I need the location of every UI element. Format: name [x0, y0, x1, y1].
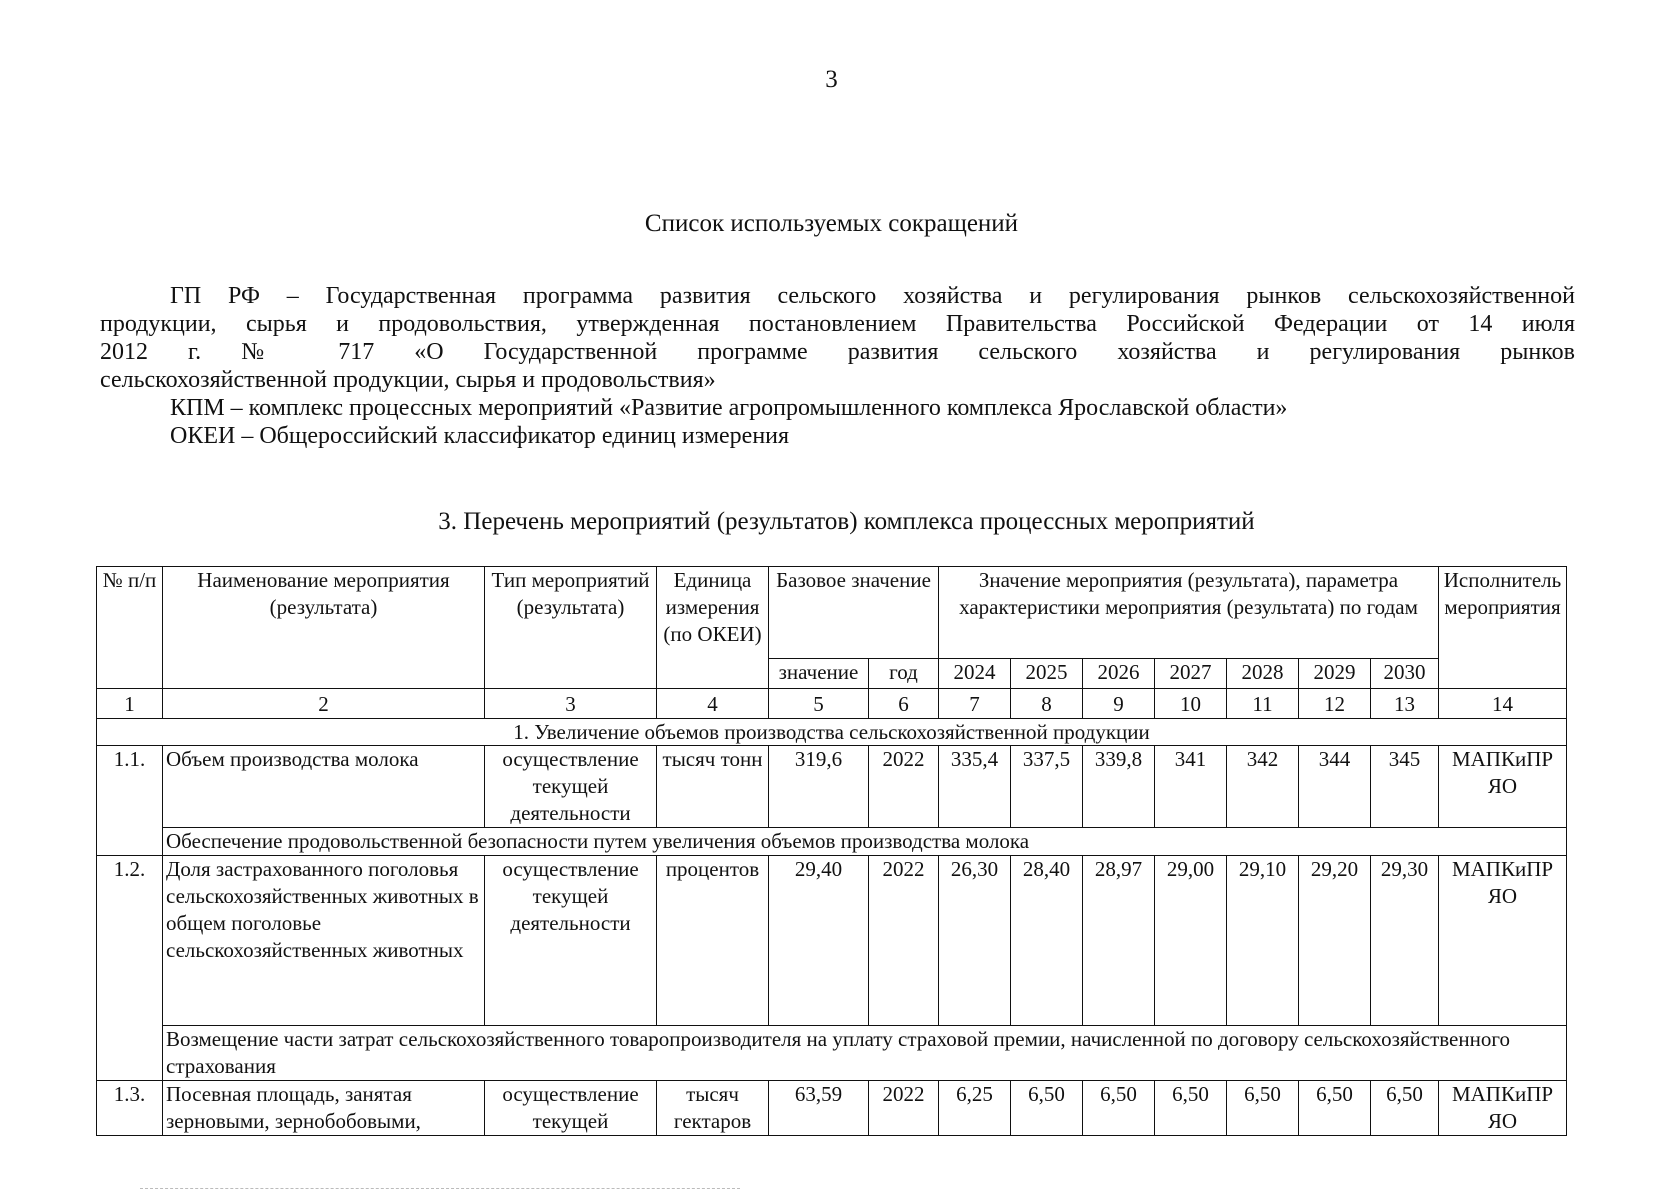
row-value: 29,30	[1371, 856, 1439, 1026]
row-value: 6,50	[1083, 1081, 1155, 1136]
header-year: 2029	[1299, 659, 1371, 689]
header-year: 2028	[1227, 659, 1299, 689]
abbreviations-list	[100, 282, 1575, 450]
row-base-value: 63,59	[769, 1081, 869, 1136]
row-value: 28,40	[1011, 856, 1083, 1026]
row-num: 1.1.	[97, 746, 163, 856]
column-number: 2	[163, 689, 485, 719]
row-value: 28,97	[1083, 856, 1155, 1026]
header-name: Наименование мероприятия (результата)	[163, 567, 485, 689]
header-unit: Единица измерения (по ОКЕИ)	[657, 567, 769, 689]
row-executor: МАПКиПР ЯО	[1439, 856, 1567, 1026]
column-numbers-row	[97, 689, 1567, 719]
header-year: 2027	[1155, 659, 1227, 689]
row-value: 29,20	[1299, 856, 1371, 1026]
abbr-gp-line3: 2012 г. № 717 «О Государственной программе развития сельского хозяйства и регулирования рынков	[100, 339, 1575, 365]
header-year: 2030	[1371, 659, 1439, 689]
row-value: 337,5	[1011, 746, 1083, 828]
abbr-kpm: КПМ – комплекс процессных мероприятий «Развитие агропромышленного комплекса Ярославской области»	[170, 395, 1288, 421]
section-1-title: 1. Увеличение объемов производства сельскохозяйственной продукции	[97, 719, 1567, 746]
abbr-okei: ОКЕИ – Общероссийский классификатор единиц измерения	[170, 423, 790, 449]
row-value: 6,50	[1371, 1081, 1439, 1136]
column-number: 12	[1299, 689, 1371, 719]
header-values-group: Значение мероприятия (результата), параметра характеристики мероприятия (результата) по годам	[939, 567, 1439, 659]
column-number: 10	[1155, 689, 1227, 719]
row-num: 1.2.	[97, 856, 163, 1081]
row-value: 29,00	[1155, 856, 1227, 1026]
row-base-value: 319,6	[769, 746, 869, 828]
row-value: 341	[1155, 746, 1227, 828]
header-base: Базовое значение	[769, 567, 939, 659]
row-base-year: 2022	[869, 856, 939, 1026]
row-name: Объем производства молока	[163, 746, 485, 828]
row-unit: тысяч тонн	[657, 746, 769, 828]
row-value: 6,25	[939, 1081, 1011, 1136]
row-base-year: 2022	[869, 1081, 939, 1136]
header-row-top	[97, 567, 1567, 659]
row-value: 335,4	[939, 746, 1011, 828]
abbreviations-title: Список используемых сокращений	[644, 210, 1019, 237]
header-base-year: год	[869, 659, 939, 689]
scan-artifact-line	[140, 1188, 740, 1190]
measures-table	[96, 566, 1567, 1136]
abbr-gp-line2: продукции, сырья и продовольствия, утвержденная постановлением Правительства Российской Федерации от 14 июля	[100, 311, 1575, 337]
row-unit: тысяч гектаров	[657, 1081, 769, 1136]
abbr-gp-line4: сельскохозяйственной продукции, сырья и продовольствия»	[100, 367, 716, 393]
row-value: 6,50	[1155, 1081, 1227, 1136]
row-value: 29,10	[1227, 856, 1299, 1026]
column-number: 9	[1083, 689, 1155, 719]
row-num: 1.3.	[97, 1081, 163, 1136]
column-number: 8	[1011, 689, 1083, 719]
header-executor: Исполнитель мероприятия	[1439, 567, 1567, 689]
row-name: Доля застрахованного поголовья сельскохозяйственных животных в общем поголовье сельскохозяйственных животных	[163, 856, 485, 1026]
column-number: 3	[485, 689, 657, 719]
row-value: 26,30	[939, 856, 1011, 1026]
row-value: 342	[1227, 746, 1299, 828]
row-value: 6,50	[1299, 1081, 1371, 1136]
section-row	[97, 719, 1567, 746]
header-year: 2024	[939, 659, 1011, 689]
row-note: Возмещение части затрат сельскохозяйственного товаропроизводителя на уплату страховой премии, начисленной по договору сельскохозяйственного страхования	[163, 1026, 1567, 1081]
column-number: 11	[1227, 689, 1299, 719]
row-value: 345	[1371, 746, 1439, 828]
header-base-value: значение	[769, 659, 869, 689]
row-type: осуществление текущей деятельности	[485, 746, 657, 828]
column-number: 7	[939, 689, 1011, 719]
row-name: Посевная площадь, занятая зерновыми, зернобобовыми,	[163, 1081, 485, 1136]
abbr-gp-line1: ГП РФ – Государственная программа развития сельского хозяйства и регулирования рынков сельскохозяйственной	[170, 283, 1575, 309]
column-number: 5	[769, 689, 869, 719]
column-number: 4	[657, 689, 769, 719]
row-value: 339,8	[1083, 746, 1155, 828]
column-number: 14	[1439, 689, 1567, 719]
row-unit: процентов	[657, 856, 769, 1026]
row-executor: МАПКиПР ЯО	[1439, 1081, 1567, 1136]
row-note: Обеспечение продовольственной безопасности путем увеличения объемов производства молока	[163, 828, 1567, 856]
header-year: 2025	[1011, 659, 1083, 689]
table-row	[97, 856, 1567, 1026]
column-number: 1	[97, 689, 163, 719]
row-value: 344	[1299, 746, 1371, 828]
table-row	[97, 1081, 1567, 1136]
table-row-note	[97, 1026, 1567, 1081]
row-value: 6,50	[1011, 1081, 1083, 1136]
column-number: 6	[869, 689, 939, 719]
row-value: 6,50	[1227, 1081, 1299, 1136]
header-num: № п/п	[97, 567, 163, 689]
row-base-value: 29,40	[769, 856, 869, 1026]
section-title: 3. Перечень мероприятий (результатов) комплекса процессных мероприятий	[438, 508, 1255, 535]
row-executor: МАПКиПР ЯО	[1439, 746, 1567, 828]
row-base-year: 2022	[869, 746, 939, 828]
header-type: Тип мероприятий (результата)	[485, 567, 657, 689]
table-row	[97, 746, 1567, 828]
table-row-note	[97, 828, 1567, 856]
header-year: 2026	[1083, 659, 1155, 689]
row-type: осуществление текущей деятельности	[485, 856, 657, 1026]
column-number: 13	[1371, 689, 1439, 719]
row-type: осуществление текущей	[485, 1081, 657, 1136]
page-number: 3	[825, 66, 838, 93]
